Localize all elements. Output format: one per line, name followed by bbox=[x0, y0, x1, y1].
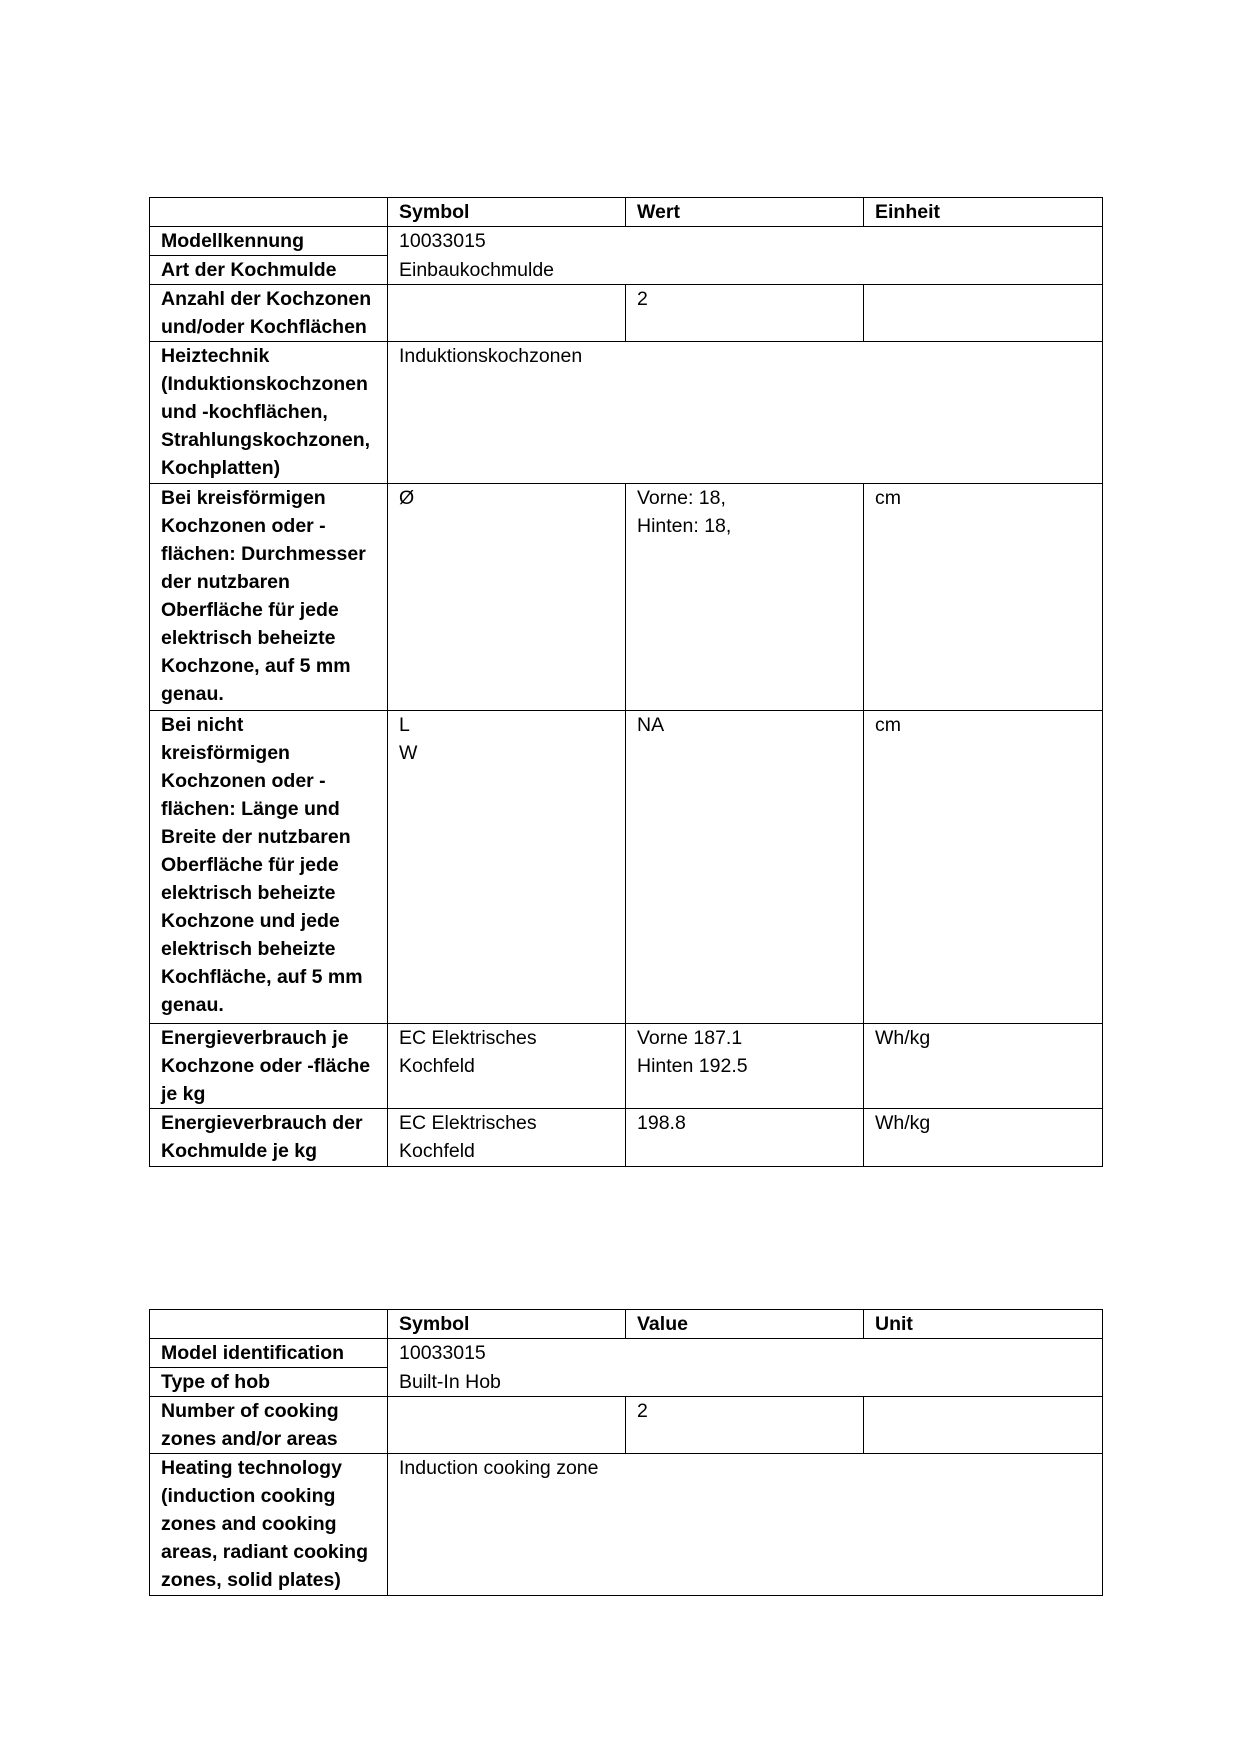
value-cell: Vorne 187.1 Hinten 192.5 bbox=[626, 1024, 864, 1109]
row-label: Heating technology (induction cooking zones and cooking areas, radiant cooking zones, solid plates) bbox=[150, 1454, 388, 1596]
symbol-cell bbox=[388, 285, 626, 342]
value-cell: Vorne: 18, Hinten: 18, bbox=[626, 484, 864, 711]
row-heating-tech bbox=[150, 342, 1103, 484]
row-hob-type bbox=[150, 256, 1103, 285]
heating-tech-value: Induction cooking zone bbox=[388, 1454, 1103, 1596]
symbol-cell: L W bbox=[388, 711, 626, 1024]
unit-cell: cm bbox=[864, 484, 1103, 711]
header-unit: Einheit bbox=[864, 198, 1103, 227]
value-cell: 2 bbox=[626, 1397, 864, 1454]
row-label: Energieverbrauch der Kochmulde je kg bbox=[150, 1109, 388, 1167]
row-zone-count bbox=[150, 285, 1103, 342]
header-blank-cell bbox=[150, 1310, 388, 1339]
value-cell: NA bbox=[626, 711, 864, 1024]
row-model-id bbox=[150, 227, 1103, 256]
header-symbol: Symbol bbox=[388, 198, 626, 227]
row-label: Bei kreisförmigen Kochzonen oder -flächen: Durchmesser der nutzbaren Oberfläche für jede elektrisch beheizte Kochzone, auf 5 mm genau. bbox=[150, 484, 388, 711]
unit-cell: cm bbox=[864, 711, 1103, 1024]
header-value: Wert bbox=[626, 198, 864, 227]
header-value: Value bbox=[626, 1310, 864, 1339]
row-zone-count bbox=[150, 1397, 1103, 1454]
row-label: Energieverbrauch je Kochzone oder -fläche je kg bbox=[150, 1024, 388, 1109]
unit-cell: Wh/kg bbox=[864, 1109, 1103, 1167]
value-cell: 2 bbox=[626, 285, 864, 342]
symbol-cell: EC Elektrisches Kochfeld bbox=[388, 1024, 626, 1109]
value-cell: 198.8 bbox=[626, 1109, 864, 1167]
model-id-value: 10033015 bbox=[388, 227, 1103, 256]
symbol-cell: Ø bbox=[388, 484, 626, 711]
symbol-cell bbox=[388, 1397, 626, 1454]
row-energy-hob bbox=[150, 1109, 1103, 1167]
english-spec-table bbox=[149, 1309, 1103, 1596]
row-noncircular-size bbox=[150, 711, 1103, 1024]
row-label: Bei nicht kreisförmigen Kochzonen oder -flächen: Länge und Breite der nutzbaren Oberfläche für jede elektrisch beheizte Kochzone und jede elektrisch beheizte Kochfläche, auf 5 mm genau. bbox=[150, 711, 388, 1024]
row-energy-per-zone bbox=[150, 1024, 1103, 1109]
hob-type-value: Einbaukochmulde bbox=[388, 256, 1103, 285]
row-label: Number of cooking zones and/or areas bbox=[150, 1397, 388, 1454]
header-symbol: Symbol bbox=[388, 1310, 626, 1339]
row-label: Anzahl der Kochzonen und/oder Kochflächen bbox=[150, 285, 388, 342]
hob-type-value: Built-In Hob bbox=[388, 1368, 1103, 1397]
table-header-row bbox=[150, 1310, 1103, 1339]
row-heating-tech bbox=[150, 1454, 1103, 1596]
row-label: Model identification bbox=[150, 1339, 388, 1368]
header-blank-cell bbox=[150, 198, 388, 227]
header-unit: Unit bbox=[864, 1310, 1103, 1339]
table-header-row bbox=[150, 198, 1103, 227]
row-label: Modellkennung bbox=[150, 227, 388, 256]
row-label: Art der Kochmulde bbox=[150, 256, 388, 285]
row-circular-diameter bbox=[150, 484, 1103, 711]
row-label: Heiztechnik (Induktionskochzonen und -kochflächen, Strahlungskochzonen, Kochplatten) bbox=[150, 342, 388, 484]
unit-cell bbox=[864, 285, 1103, 342]
model-id-value: 10033015 bbox=[388, 1339, 1103, 1368]
unit-cell: Wh/kg bbox=[864, 1024, 1103, 1109]
unit-cell bbox=[864, 1397, 1103, 1454]
heating-tech-value: Induktionskochzonen bbox=[388, 342, 1103, 484]
row-label: Type of hob bbox=[150, 1368, 388, 1397]
row-hob-type bbox=[150, 1368, 1103, 1397]
german-spec-table bbox=[149, 197, 1103, 1167]
row-model-id bbox=[150, 1339, 1103, 1368]
symbol-cell: EC Elektrisches Kochfeld bbox=[388, 1109, 626, 1167]
